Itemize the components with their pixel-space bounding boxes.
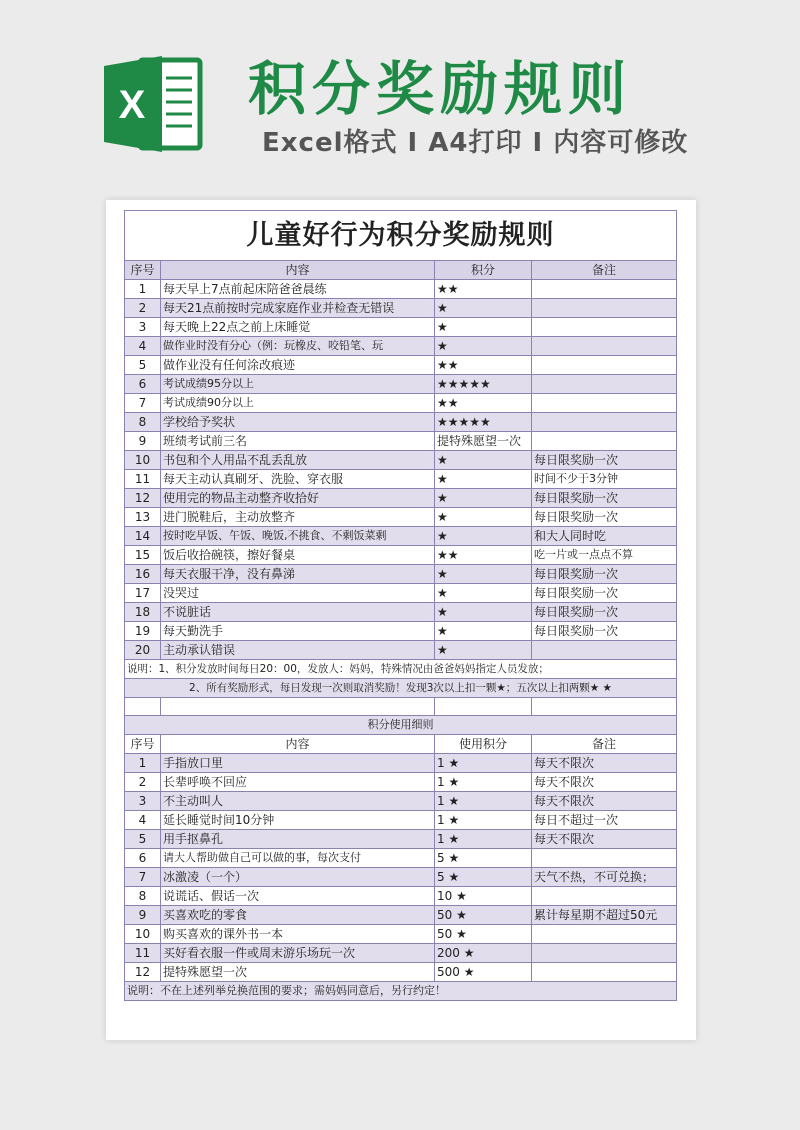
table-row (125, 375, 677, 394)
row-remark-cell: 每天不限次 (532, 792, 677, 811)
row-content-cell: 用手抠鼻孔 (161, 830, 435, 849)
table-row (125, 394, 677, 413)
row-remark-cell (532, 280, 677, 299)
row-points-cell: ★★★★★ (435, 375, 532, 394)
row-remark-cell: 每天不限次 (532, 830, 677, 849)
row-remark-cell (532, 394, 677, 413)
table-row (125, 754, 677, 773)
row-remark-cell: 每日限奖励一次 (532, 584, 677, 603)
header-cell: 使用积分 (435, 735, 532, 754)
row-index-cell: 19 (125, 622, 161, 641)
table-row (125, 280, 677, 299)
row-remark-cell (532, 318, 677, 337)
row-points-cell: ★ (435, 527, 532, 546)
table-row (125, 868, 677, 887)
table-row (125, 432, 677, 451)
page-subtitle: Excel格式 I A4打印 I 内容可修改 (262, 128, 689, 158)
row-content-cell: 饭后收拾碗筷，擦好餐桌 (161, 546, 435, 565)
row-remark-cell (532, 432, 677, 451)
row-remark-cell (532, 944, 677, 963)
row-index-cell: 1 (125, 280, 161, 299)
row-content-cell: 每天晚上22点之前上床睡觉 (161, 318, 435, 337)
row-index-cell: 6 (125, 849, 161, 868)
row-index-cell: 10 (125, 925, 161, 944)
row-remark-cell (532, 356, 677, 375)
row-content-cell: 每天衣服干净，没有鼻涕 (161, 565, 435, 584)
table-row (125, 887, 677, 906)
row-content-cell: 学校给予奖状 (161, 413, 435, 432)
row-index-cell: 13 (125, 508, 161, 527)
row-index-cell: 1 (125, 754, 161, 773)
row-points-cell: 200 ★ (435, 944, 532, 963)
row-content-cell: 没哭过 (161, 584, 435, 603)
row-points-cell: ★ (435, 470, 532, 489)
row-points-cell: 5 ★ (435, 868, 532, 887)
row-remark-cell (532, 337, 677, 356)
row-points-cell: ★★ (435, 546, 532, 565)
row-remark-cell (532, 413, 677, 432)
row-content-cell: 主动承认错误 (161, 641, 435, 660)
row-points-cell: 500 ★ (435, 963, 532, 982)
blank-row (125, 698, 677, 716)
note-line-2: 2、所有奖励形式，每日发现一次则取消奖励！发现3次以上扣一颗★；五次以上扣两颗★ ★ (125, 679, 677, 698)
row-index-cell: 4 (125, 337, 161, 356)
row-content-cell: 考试成绩95分以上 (161, 375, 435, 394)
row-content-cell: 请大人帮助做自己可以做的事，每次支付 (161, 849, 435, 868)
table-row (125, 565, 677, 584)
row-content-cell: 提特殊愿望一次 (161, 963, 435, 982)
row-points-cell: 50 ★ (435, 925, 532, 944)
row-points-cell: ★ (435, 299, 532, 318)
row-content-cell: 冰激凌（一个） (161, 868, 435, 887)
section-title-row (125, 716, 677, 735)
table-row (125, 906, 677, 925)
row-index-cell: 9 (125, 432, 161, 451)
row-points-cell: ★ (435, 641, 532, 660)
row-remark-cell: 每日限奖励一次 (532, 508, 677, 527)
table-row (125, 527, 677, 546)
header-cell: 积分 (435, 261, 532, 280)
row-points-cell: ★ (435, 508, 532, 527)
row-points-cell: ★ (435, 622, 532, 641)
blank-cell (161, 698, 435, 716)
row-index-cell: 3 (125, 318, 161, 337)
row-index-cell: 11 (125, 944, 161, 963)
row-points-cell: 50 ★ (435, 906, 532, 925)
row-content-cell: 购买喜欢的课外书一本 (161, 925, 435, 944)
row-content-cell: 使用完的物品主动整齐收拾好 (161, 489, 435, 508)
table-row (125, 318, 677, 337)
row-content-cell: 进门脱鞋后，主动放整齐 (161, 508, 435, 527)
row-points-cell: 1 ★ (435, 773, 532, 792)
table-row (125, 811, 677, 830)
row-index-cell: 4 (125, 811, 161, 830)
row-points-cell: 1 ★ (435, 830, 532, 849)
row-points-cell: ★★★★★ (435, 413, 532, 432)
table-row (125, 641, 677, 660)
row-content-cell: 每天勤洗手 (161, 622, 435, 641)
row-content-cell: 每天21点前按时完成家庭作业并检查无错误 (161, 299, 435, 318)
row-index-cell: 15 (125, 546, 161, 565)
row-index-cell: 9 (125, 906, 161, 925)
row-points-cell: 10 ★ (435, 887, 532, 906)
table-row (125, 489, 677, 508)
blank-cell (532, 698, 677, 716)
row-remark-cell (532, 299, 677, 318)
row-points-cell: 5 ★ (435, 849, 532, 868)
row-content-cell: 考试成绩90分以上 (161, 394, 435, 413)
table-row (125, 603, 677, 622)
row-remark-cell: 每日限奖励一次 (532, 603, 677, 622)
row-remark-cell (532, 925, 677, 944)
table2-header-row (125, 735, 677, 754)
table-row (125, 963, 677, 982)
row-points-cell: ★ (435, 565, 532, 584)
table-row (125, 337, 677, 356)
row-index-cell: 12 (125, 489, 161, 508)
row-points-cell: 1 ★ (435, 792, 532, 811)
row-content-cell: 班绩考试前三名 (161, 432, 435, 451)
table-row (125, 944, 677, 963)
logo-letter: X (118, 83, 146, 127)
row-index-cell: 7 (125, 394, 161, 413)
table-row (125, 773, 677, 792)
row-content-cell: 不主动叫人 (161, 792, 435, 811)
row-index-cell: 14 (125, 527, 161, 546)
note-line-2-row (125, 679, 677, 698)
row-remark-cell: 时间不少于3分钟 (532, 470, 677, 489)
row-content-cell: 买喜欢吃的零食 (161, 906, 435, 925)
row-remark-cell: 每天不限次 (532, 773, 677, 792)
row-remark-cell (532, 963, 677, 982)
row-index-cell: 6 (125, 375, 161, 394)
row-index-cell: 12 (125, 963, 161, 982)
row-content-cell: 手指放口里 (161, 754, 435, 773)
section-title: 积分使用细则 (125, 716, 677, 735)
blank-cell (125, 698, 161, 716)
row-remark-cell (532, 887, 677, 906)
row-points-cell: ★ (435, 337, 532, 356)
table-row (125, 299, 677, 318)
row-points-cell: ★★ (435, 394, 532, 413)
table-row (125, 792, 677, 811)
row-remark-cell (532, 375, 677, 394)
note-line-1-row (125, 660, 677, 679)
row-content-cell: 延长睡觉时间10分钟 (161, 811, 435, 830)
row-points-cell: 1 ★ (435, 811, 532, 830)
header-cell: 备注 (532, 735, 677, 754)
header-cell: 内容 (161, 261, 435, 280)
table-row (125, 925, 677, 944)
table-row (125, 622, 677, 641)
row-index-cell: 18 (125, 603, 161, 622)
row-points-cell: ★ (435, 451, 532, 470)
table-row (125, 413, 677, 432)
page-title: 积分奖励规则 (248, 55, 633, 123)
row-remark-cell: 每日限奖励一次 (532, 451, 677, 470)
row-points-cell: ★ (435, 318, 532, 337)
row-points-cell: ★ (435, 489, 532, 508)
row-points-cell: ★★ (435, 280, 532, 299)
row-index-cell: 2 (125, 299, 161, 318)
table-row (125, 451, 677, 470)
table-row (125, 508, 677, 527)
row-remark-cell: 每日不超过一次 (532, 811, 677, 830)
row-content-cell: 买好看衣服一件或周末游乐场玩一次 (161, 944, 435, 963)
usage-note-row (125, 982, 677, 1001)
blank-cell (435, 698, 532, 716)
row-content-cell: 长辈呼唤不回应 (161, 773, 435, 792)
row-remark-cell (532, 849, 677, 868)
row-points-cell: 1 ★ (435, 754, 532, 773)
note-line-1: 说明：1、积分发放时间每日20：00，发放人：妈妈，特殊情况由爸爸妈妈指定人员发放； (125, 660, 677, 679)
row-index-cell: 17 (125, 584, 161, 603)
table-row (125, 356, 677, 375)
row-content-cell: 按时吃早饭、午饭、晚饭,不挑食、不剩饭菜剩 (161, 527, 435, 546)
row-index-cell: 8 (125, 887, 161, 906)
row-points-cell: ★ (435, 603, 532, 622)
row-points-cell: ★ (435, 584, 532, 603)
row-remark-cell: 天气不热，不可兑换； (532, 868, 677, 887)
row-content-cell: 做作业没有任何涂改痕迹 (161, 356, 435, 375)
table-row (125, 470, 677, 489)
row-index-cell: 7 (125, 868, 161, 887)
row-remark-cell: 每日限奖励一次 (532, 622, 677, 641)
row-index-cell: 5 (125, 356, 161, 375)
table-row (125, 546, 677, 565)
table-row (125, 830, 677, 849)
spreadsheet-page (106, 200, 696, 1040)
header (0, 0, 800, 200)
row-points-cell: ★★ (435, 356, 532, 375)
row-index-cell: 8 (125, 413, 161, 432)
row-remark-cell: 每日限奖励一次 (532, 489, 677, 508)
header-cell: 序号 (125, 735, 161, 754)
row-remark-cell: 累计每星期不超过50元 (532, 906, 677, 925)
row-remark-cell: 每日限奖励一次 (532, 565, 677, 584)
row-index-cell: 20 (125, 641, 161, 660)
row-points-cell: 提特殊愿望一次 (435, 432, 532, 451)
row-content-cell: 每天主动认真刷牙、洗脸、穿衣服 (161, 470, 435, 489)
row-content-cell: 书包和个人用品不乱丢乱放 (161, 451, 435, 470)
table1-header-row (125, 261, 677, 280)
usage-note: 说明：不在上述列举兑换范围的要求；需妈妈同意后，另行约定！ (125, 982, 677, 1001)
row-index-cell: 5 (125, 830, 161, 849)
header-cell: 序号 (125, 261, 161, 280)
header-cell: 内容 (161, 735, 435, 754)
rules-table (124, 210, 677, 1001)
row-remark-cell (532, 641, 677, 660)
row-content-cell: 不说脏话 (161, 603, 435, 622)
header-cell: 备注 (532, 261, 677, 280)
sheet-title: 儿童好行为积分奖励规则 (125, 211, 677, 261)
excel-logo-icon (104, 52, 204, 156)
row-content-cell: 每天早上7点前起床陪爸爸晨练 (161, 280, 435, 299)
row-index-cell: 10 (125, 451, 161, 470)
table-row (125, 584, 677, 603)
row-remark-cell: 每天不限次 (532, 754, 677, 773)
row-index-cell: 16 (125, 565, 161, 584)
table-row (125, 849, 677, 868)
row-index-cell: 11 (125, 470, 161, 489)
row-content-cell: 说谎话、假话一次 (161, 887, 435, 906)
row-index-cell: 2 (125, 773, 161, 792)
row-remark-cell: 和大人同时吃 (532, 527, 677, 546)
row-index-cell: 3 (125, 792, 161, 811)
row-remark-cell: 吃一片或一点点不算 (532, 546, 677, 565)
row-content-cell: 做作业时没有分心（例：玩橡皮、咬铅笔、玩 (161, 337, 435, 356)
